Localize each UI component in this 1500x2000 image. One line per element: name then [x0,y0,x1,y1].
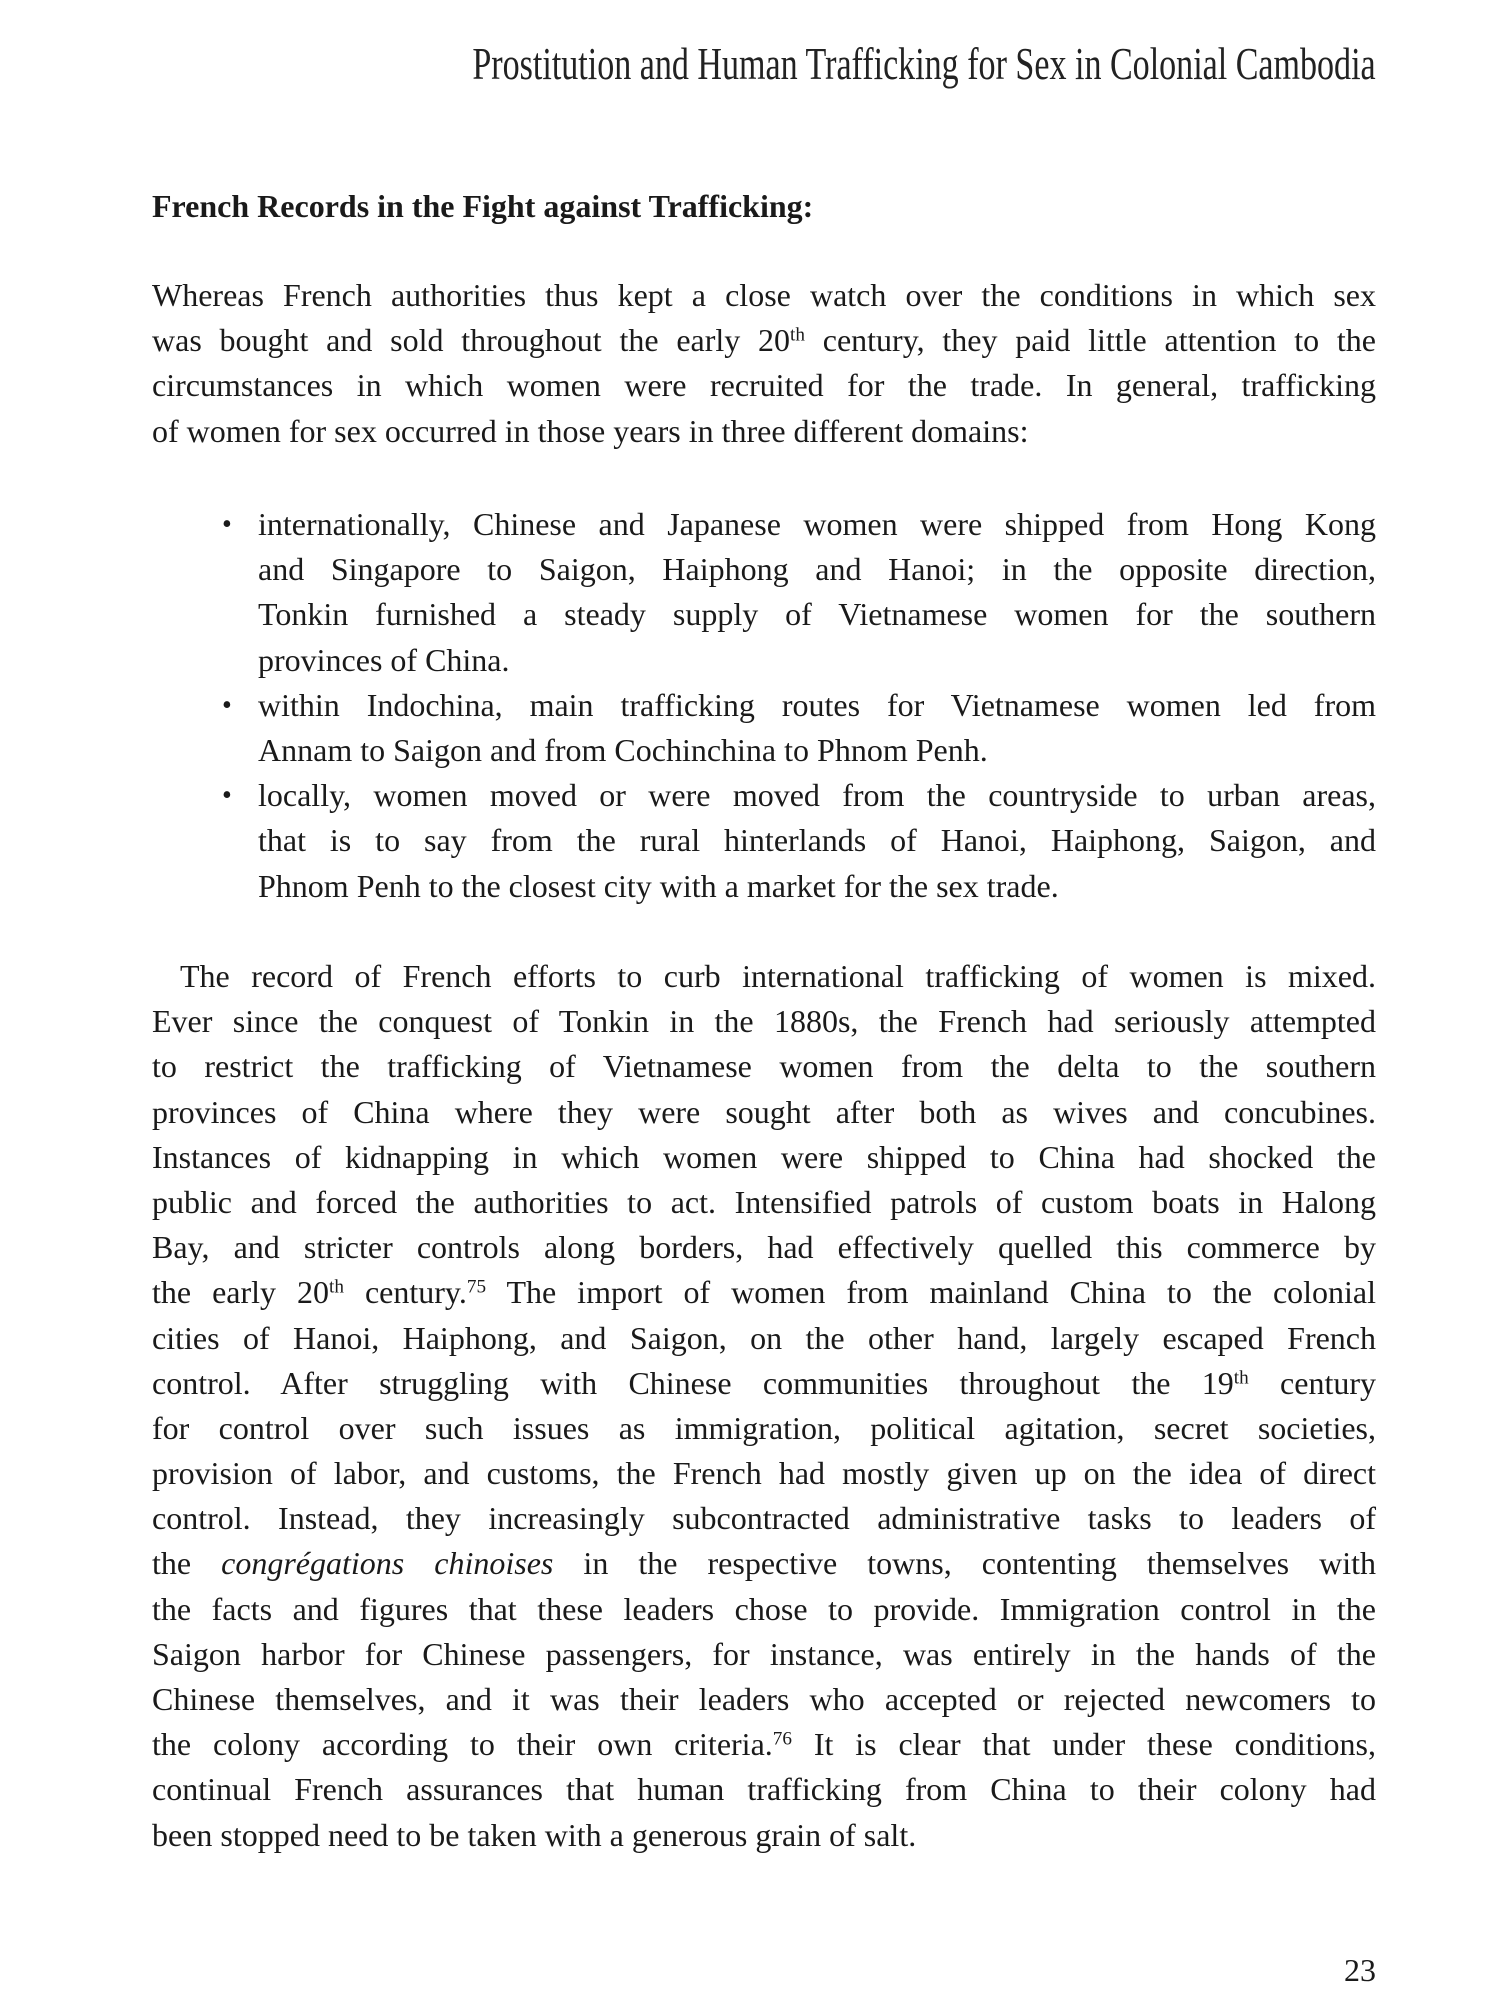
bullet-item [152,683,1376,773]
text-line: Instances of kidnapping in which women were shipped to China had shocked the [152,1138,1376,1175]
paragraph-1 [152,273,1376,454]
text-line: Bay, and stricter controls along borders, had effectively quelled this commerce by [152,1229,1376,1266]
superscript: th [790,324,805,346]
superscript: 76 [772,1728,792,1750]
page-number: 23 [1344,1952,1376,1988]
text-line: was bought and sold throughout the early 20th century, they paid little attention to the [152,322,1377,359]
text-line: locally, women moved or were moved from the countryside to urban areas, [258,777,1376,814]
paragraph-2 [152,954,1376,1858]
text-line: of women for sex occurred in those years in three different domains: [152,412,1029,449]
text-line: provinces of China. [258,641,510,678]
bullet-icon: • [222,509,232,540]
bullet-item [152,502,1376,683]
text-line: Ever since the conquest of Tonkin in the 1880s, the French had seriously attempted [152,1003,1376,1040]
text-line: cities of Hanoi, Haiphong, and Saigon, on the other hand, largely escaped French [152,1319,1376,1356]
superscript: th [329,1276,344,1298]
text-line: the colony according to their own criteria.$^{76}$ It is clear that under these conditions, [152,1726,1377,1763]
text-line: Annam to Saigon and from Cochinchina to Phnom Penh. [258,731,988,768]
superscript: 75 [466,1276,487,1298]
text-line: Whereas French authorities thus kept a close watch over the conditions in which sex [152,277,1376,313]
text-line: the congrégations chinoises in the respective towns, contenting themselves with [152,1545,1376,1582]
text-line: The record of French efforts to curb international trafficking of women is mixed. [180,958,1376,994]
text-line: Saigon harbor for Chinese passengers, for instance, was entirely in the hands of the [152,1635,1376,1672]
text-line: public and forced the authorities to act. Intensified patrols of custom boats in Halong [152,1183,1376,1220]
text-line: provision of labor, and customs, the French had mostly given up on the idea of direct [152,1455,1376,1492]
bullet-icon: • [222,780,232,812]
text-line: continual French assurances that human trafficking from China to their colony had [152,1771,1376,1808]
text-line: provinces of China where they were sought after both as wives and concubines. [152,1093,1376,1130]
bullet-icon: • [222,689,232,721]
text-line: circumstances in which women were recruited for the trade. In general, trafficking [152,367,1376,404]
text-line: internationally, Chinese and Japanese women were shipped from Hong Kong [258,506,1376,542]
text-line: the facts and figures that these leaders chose to provide. Immigration control in the [152,1590,1376,1627]
text-line: to restrict the trafficking of Vietnamese women from the delta to the southern [152,1048,1376,1085]
text-line: been stopped need to be taken with a generous grain of salt. [152,1816,917,1853]
text-line: within Indochina, main trafficking routes for Vietnamese women led from [258,686,1376,723]
text-line: and Singapore to Saigon, Haiphong and Hanoi; in the opposite direction, [258,551,1376,588]
text-line: that is to say from the rural hinterlands of Hanoi, Haiphong, Saigon, and [258,822,1376,859]
text-line: control. Instead, they increasingly subcontracted administrative tasks to leaders of [152,1500,1376,1537]
bullet-list [152,502,1376,909]
section-heading: French Records in the Fight against Trafficking: [152,188,814,224]
text-line: for control over such issues as immigration, political agitation, secret societies, [152,1409,1376,1446]
running-head: Prostitution and Human Trafficking for Sex in Colonial Cambodia [472,38,1376,89]
superscript: th [1233,1367,1249,1389]
italic-text: congrégations chinoises [221,1545,554,1582]
text-line: Tonkin furnished a steady supply of Vietnamese women for the southern [258,596,1376,633]
text-line: Phnom Penh to the closest city with a market for the sex trade. [258,867,1059,904]
bullet-item [152,773,1376,909]
text-line: Chinese themselves, and it was their leaders who accepted or rejected newcomers to [152,1681,1376,1717]
text-line: control. After struggling with Chinese communities throughout the 19th century [152,1364,1377,1401]
text-line: the early 20th century.$^{75}$ The import of women from mainland China to the colonial [152,1274,1377,1311]
